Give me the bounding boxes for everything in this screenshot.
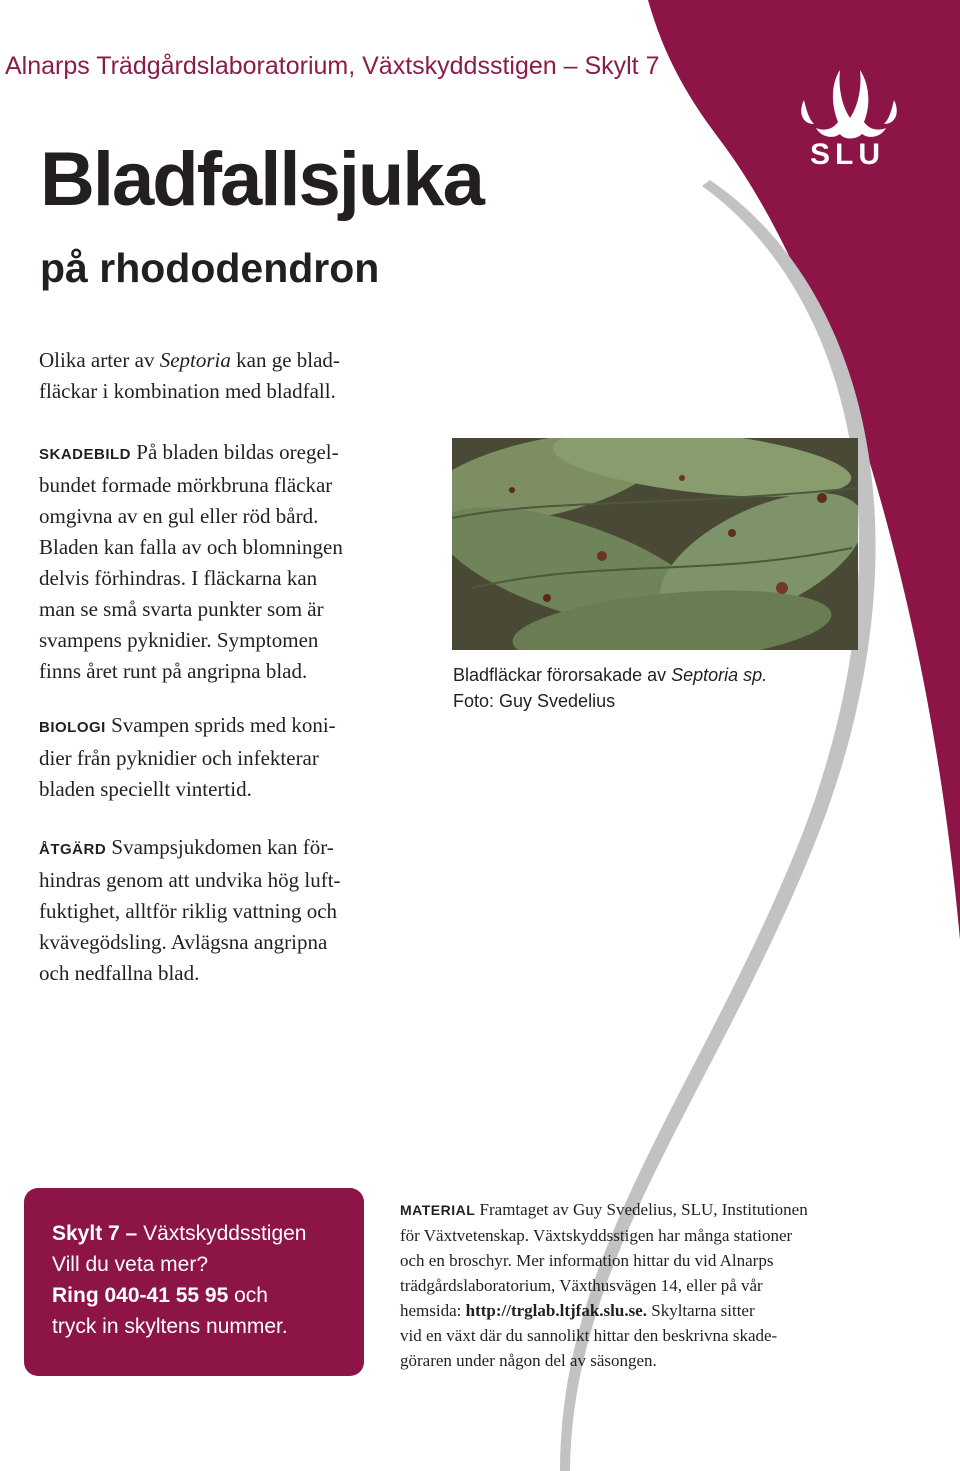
- info-box-line-1: Skylt 7 – Växtskyddsstigen: [52, 1222, 307, 1245]
- info-box-phone: Ring 040-41 55 95 och: [52, 1284, 268, 1307]
- info-box-line-4: tryck in skyltens nummer.: [52, 1315, 288, 1338]
- photo-caption: [453, 662, 767, 714]
- page-subtitle: på rhododendron: [40, 245, 380, 291]
- page-title: Bladfallsjuka: [40, 137, 483, 222]
- skadebild-label: SKADEBILD: [39, 446, 132, 463]
- website-link[interactable]: http://trglab.ltjfak.slu.se.: [465, 1301, 647, 1320]
- biologi-paragraph: BIOLOGI Svampen sprids med koni- dier från pyknidier och infekterar bladen speciellt vintertid.: [39, 713, 336, 801]
- info-box: [24, 1188, 364, 1376]
- intro-paragraph: [39, 345, 419, 407]
- logo-text: SLU: [810, 138, 885, 171]
- skadebild-paragraph: SKADEBILD På bladen bildas oregel- bundet formade mörkbruna fläckar omgivna av en gul eller röd bård. Bladen kan falla av och blomningen delvis förhindras. I fläckarna kan man se små svarta punkter som är svampens pyknidier. Symptomen finns året runt på angripna blad.: [39, 440, 343, 683]
- intro-line-1: Olika arter av Septoria kan ge blad-: [39, 348, 340, 372]
- caption-text: Bladfläckar förorsakade av Septoria sp.: [453, 665, 768, 685]
- biologi-label: BIOLOGI: [39, 719, 106, 736]
- slu-logo: [790, 62, 900, 180]
- intro-line-2: fläckar i kombination med bladfall.: [39, 379, 336, 403]
- photo-credit: Foto: Guy Svedelius: [453, 691, 616, 711]
- material-label: MATERIAL: [400, 1202, 476, 1218]
- material-paragraph: MATERIAL Framtaget av Guy Svedelius, SLU, Institutionen för Växtvetenskap. Växtskyddsstigen har många stationer och en broschyr. Mer information hittar du vid Alnarps trädgårdslaboratorium, Växthusvägen 14, eller på vår hemsida: http://trglab.ltjfak.slu.se. Skyltarna sitter vid en växt där du sannolikt hittar den beskrivna skade- göraren under någon del av säsongen.: [400, 1200, 808, 1370]
- atgard-label: ÅTGÄRD: [39, 841, 107, 858]
- photo-rhododendron-leaves: [452, 438, 858, 650]
- header-title: Alnarps Trädgårdslaboratorium, Växtskyddsstigen – Skylt 7: [5, 52, 660, 80]
- info-box-line-2: Vill du veta mer?: [52, 1253, 209, 1276]
- atgard-paragraph: ÅTGÄRD Svampsjukdomen kan för- hindras genom att undvika hög luft- fuktighet, alltför riklig vattning och kvävegödsling. Avlägsna angripna och nedfallna blad.: [39, 835, 341, 985]
